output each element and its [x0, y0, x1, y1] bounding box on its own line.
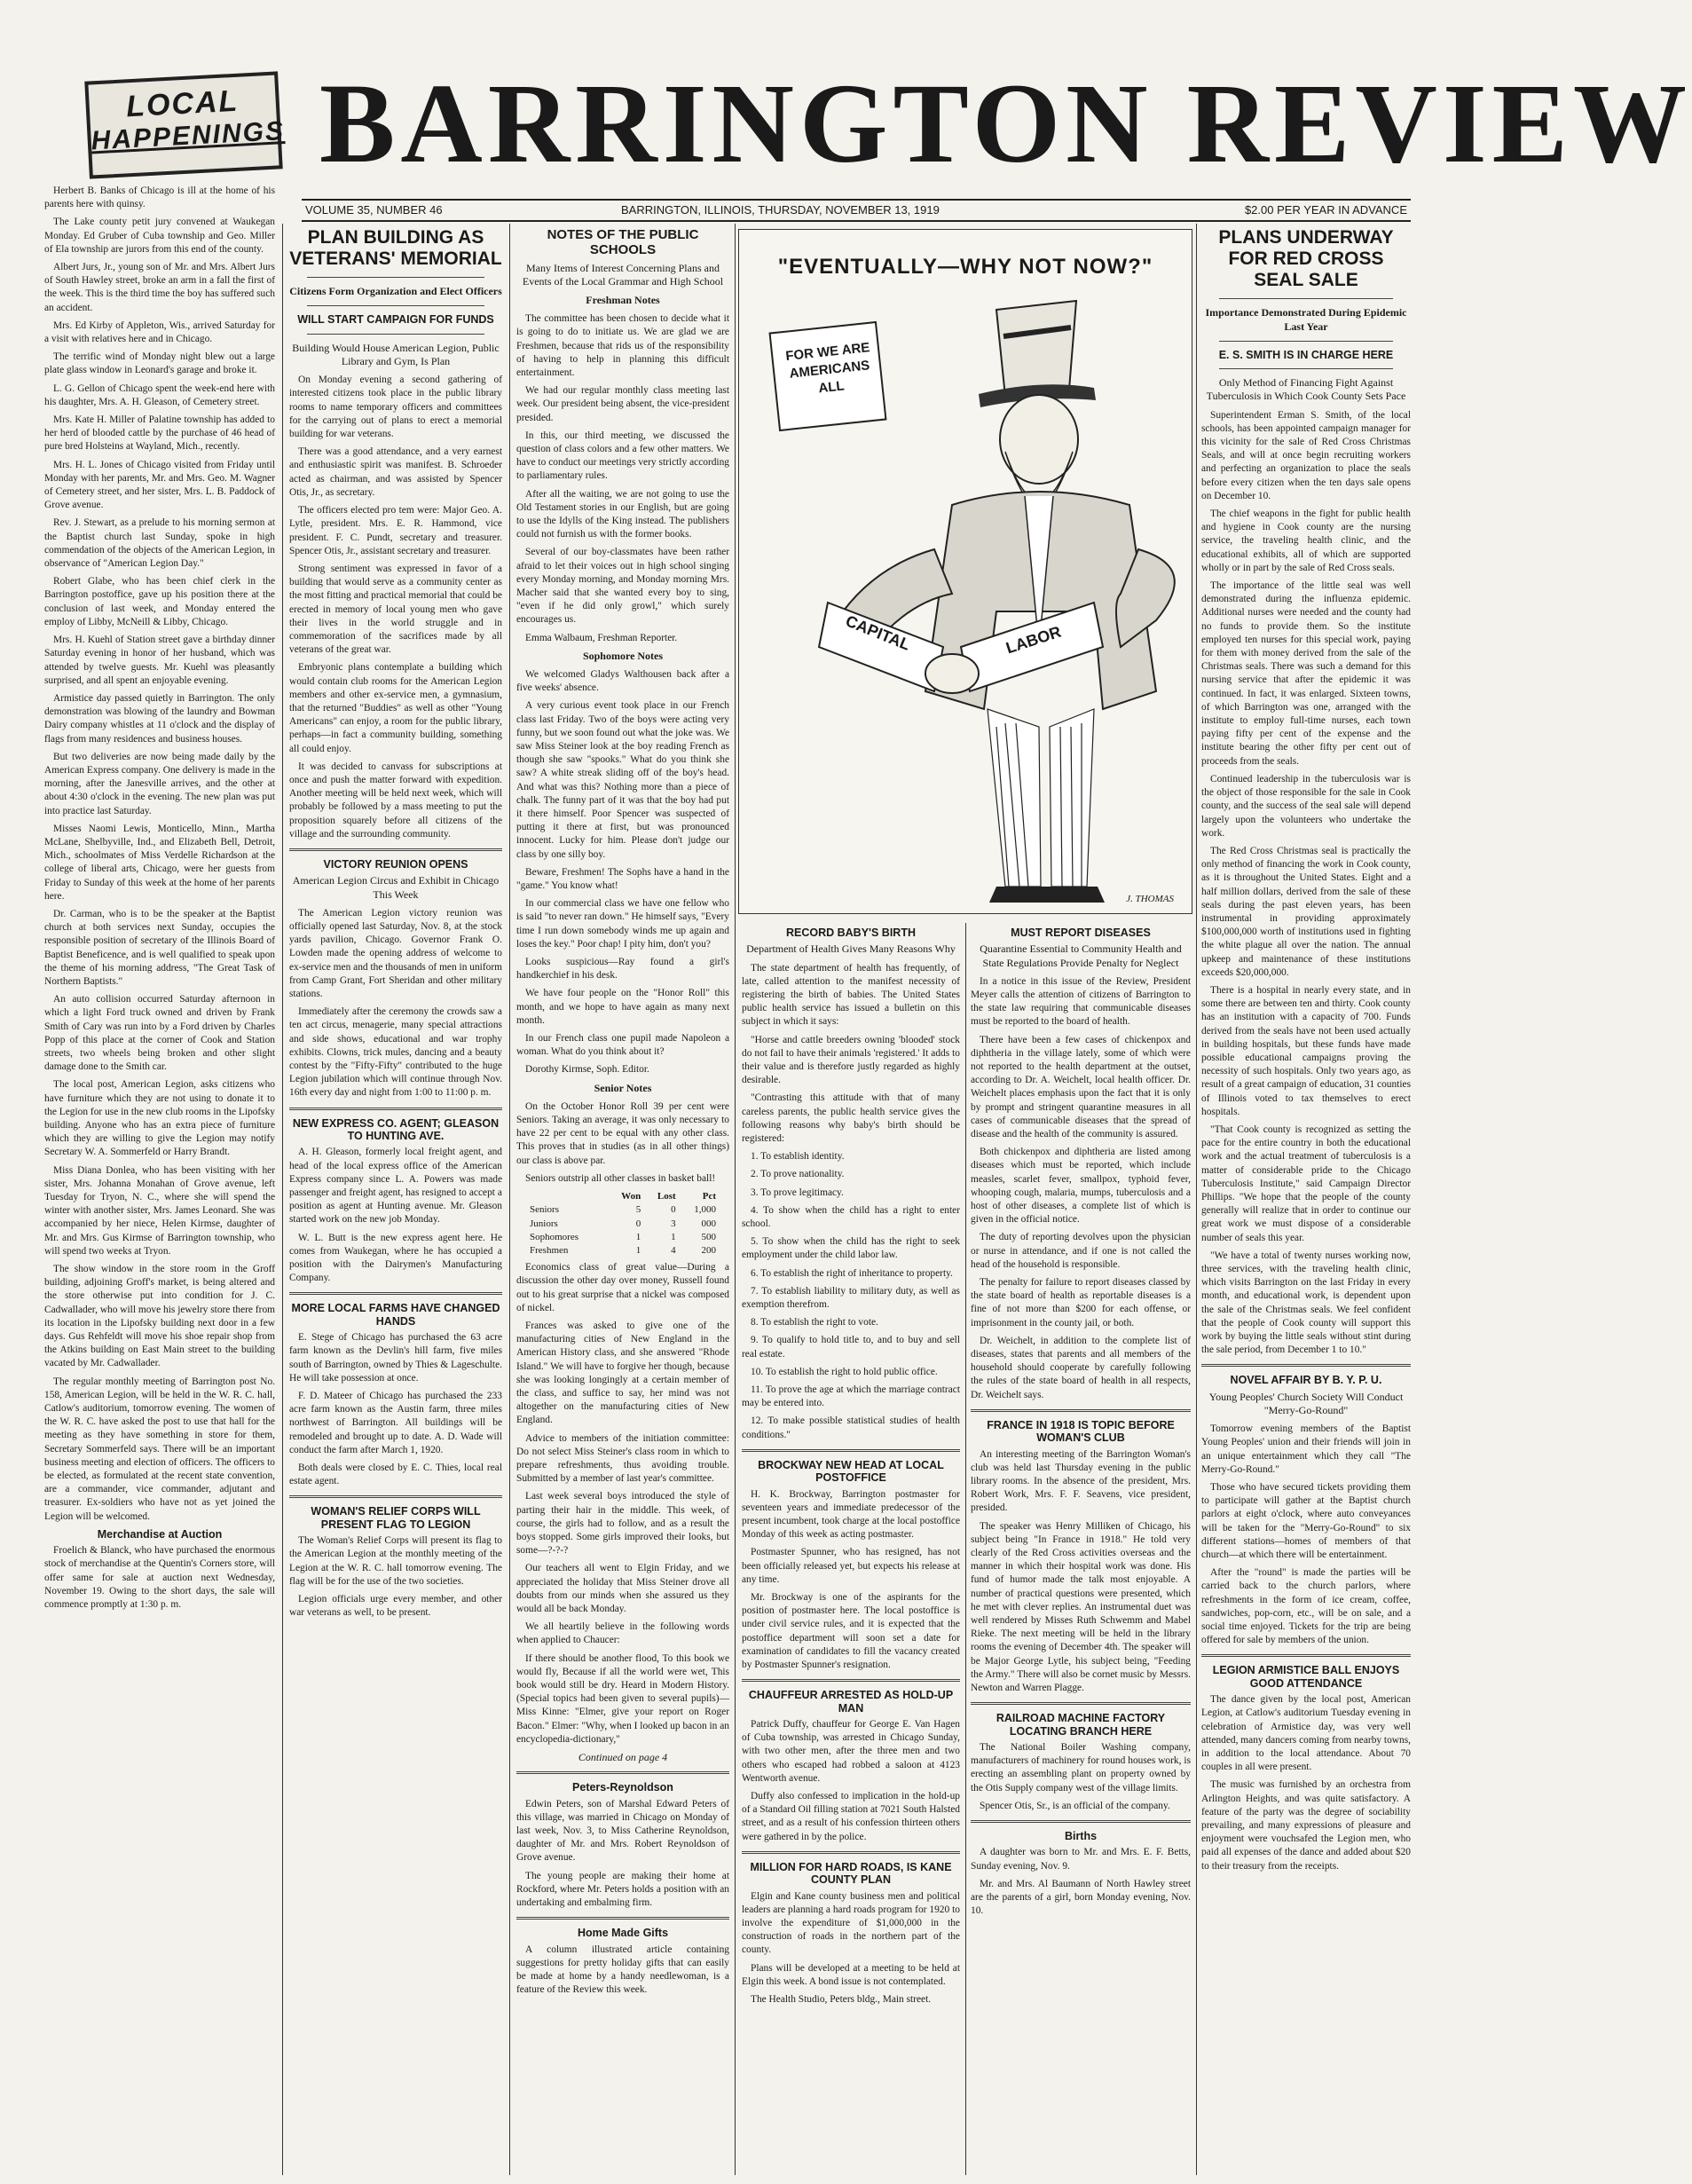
relief-corps-heading: WOMAN'S RELIEF CORPS WILL PRESENT FLAG TO LEGION: [311, 1505, 481, 1531]
armistice-ball-body: [1201, 1693, 1411, 1873]
baby-birth-body: [742, 962, 960, 1442]
paragraph: 7. To establish liability to military duty, as well as exemption therefrom.: [742, 1285, 960, 1311]
paragraph: Froelich & Blanck, who have purchased the enormous stock of merchandise at the Quentin's Corners store, will offer same for sale at auction next Wednesday, November 19. Owing to the short days, the sale will commence promptly at 1:30 p. m.: [44, 1545, 275, 1611]
paragraph: Advice to members of the initiation committee: Do not select Miss Steiner's class room in which to prepare refreshments, thus avoiding trouble. Submitted by a member of last year's committee.: [516, 1432, 729, 1485]
table-cell: 200: [701, 1244, 716, 1256]
paragraph: Frances was asked to give one of the manufacturing cities of New England in the American History class, and she answered "Rhode Island." We will have to forgive her though, because she was looking longingly at a certain member of the class, and suffice to say, her mind was not altogether on the manufacturing cities of New England.: [516, 1320, 729, 1426]
paragraph: The music was furnished by an orchestra from Arlington Heights, and was quite satisfactory. A feature of the party was the degree of sociability prevailing, and many expressions of pleasure and enjoyment were vouchsafed the Legion men, who paid all expenses of the dance and added about $20 to their treasury from the receipts.: [1201, 1779, 1411, 1872]
table-cell: Sophomores: [530, 1231, 578, 1242]
paragraph: 4. To show when the child has a right to enter school.: [742, 1204, 960, 1230]
paragraph: Economics class of great value—During a discussion the other day over money, Russell found out to his great surprise that a nickel was composed of nickel.: [516, 1262, 729, 1313]
cartoon-label-labor: LABOR: [1003, 622, 1064, 658]
paragraph: In our commercial class we have one fellow who is said "to never ran down." He himself says, "Every time I run down somebody winds me up again and loses the key." Poor chap! I pity him, don't you?: [516, 898, 729, 950]
diseases-heading: MUST REPORT DISEASES: [1011, 926, 1151, 939]
paragraph: The importance of the little seal was well demonstrated during the influenza epidemic. Additional nurses were needed and the county had no funds to provide them. So the institute employed ten nurses for this special work, paying for them with money derived from the sale of the Christmas seals. There was such a demand for this nursing service that after the epidemic it was continued. In fact, it was enlarged. Sixteen towns, of which Barrington was one, arranged with the institute to employ full-time nurses, each town paying fifty per cent of the expense and the institute bearing the other fifty per cent out of proceeds from the seals.: [1201, 580, 1411, 767]
school-notes-body-cont: [516, 1261, 729, 1746]
postoffice-heading: BROCKWAY NEW HEAD AT LOCAL POSTOFFICE: [758, 1458, 944, 1485]
column-rule: [735, 224, 736, 2175]
births-body: [971, 1846, 1191, 1918]
continued-note: Continued on page 4: [578, 1751, 668, 1764]
memorial-body: [289, 374, 502, 841]
womans-club-heading: FRANCE IN 1918 IS TOPIC BEFORE WOMAN'S CLUB: [987, 1418, 1175, 1445]
chauffeur-heading: CHAUFFEUR ARRESTED AS HOLD-UP MAN: [748, 1689, 954, 1715]
paragraph: L. G. Gellon of Chicago spent the week-end here with his daughter, Mrs. A. H. Gleason, of Cemetery street.: [44, 382, 275, 407]
paragraph: The terrific wind of Monday night blew out a large plate glass window in Leonard's garage and broke it.: [44, 351, 275, 376]
paragraph: Both deals were closed by E. C. Thies, local real estate agent.: [289, 1462, 502, 1487]
paragraph: Rev. J. Stewart, as a prelude to his morning sermon at the Baptist church last Sunday, spoke in high commendation of the objects of the American Legion, in observance of "American Legion Day.": [44, 517, 275, 570]
paragraph: Mrs. Ed Kirby of Appleton, Wis., arrived Saturday for a visit with relatives here and in Chicago.: [44, 319, 275, 345]
column-rule: [282, 224, 283, 2175]
paragraph: Mr. and Mrs. Al Baumann of North Hawley street are the parents of a girl, born Monday evening, Nov. 10.: [971, 1878, 1191, 1917]
wedding-heading: Peters-Reynoldson: [572, 1781, 673, 1794]
table-cell: 1: [635, 1231, 641, 1242]
red-cross-subhead: Importance Demonstrated During Epidemic Last Year: [1205, 306, 1407, 333]
paragraph: The chief weapons in the fight for public health and hygiene in Cook county are the nursing service, the traveling health clinic, and the educational exhibits, all of which are supported wholly or in part by the sale of Red Cross seals.: [1201, 509, 1411, 573]
paragraph: There was a good attendance, and a very earnest and enthusiastic spirit was manifest. B. Schroeder acted as chairman, and was assisted by Spencer Otis, Jr., as secretary.: [289, 446, 502, 498]
paragraph: W. L. Butt is the new express agent here. He comes from Waukegan, where he has occupied a position with the Dairymen's Manufacturing Company.: [289, 1232, 502, 1284]
bypu-body: [1201, 1423, 1411, 1647]
paragraph: Legion officials urge every member, and other war veterans as well, to be present.: [289, 1593, 502, 1619]
table-cell: 1,000: [694, 1204, 716, 1216]
paragraph: The committee has been chosen to decide what it is going to do to initiate us. We are glad we are Freshmen, because that rids us of the responsibility of having to help in planning this difficult entertainment.: [516, 313, 729, 378]
paragraph: Our teachers all went to Elgin Friday, and we appreciated the holiday that Miss Steiner drove all doubts from our minds when she assured us they would all be back Monday.: [516, 1563, 729, 1614]
bypu-heading: NOVEL AFFAIR BY B. Y. P. U.: [1230, 1374, 1382, 1387]
cartoon-caption: "EVENTUALLY—WHY NOT NOW?": [777, 255, 1153, 279]
paragraph: Armistice day passed quietly in Barrington. The only demonstration was blowing of the laundry and Bowman Dairy company whistles at 11 o'clock and the display of flags from many residences and business houses.: [44, 692, 275, 745]
auction-items: [44, 1544, 275, 1612]
school-notes-subhead: Many Items of Interest Concerning Plans and Events of the Local Grammar and High School: [522, 261, 724, 288]
paragraph: The officers elected pro tem were: Major Geo. A. Lytle, president. Mrs. E. R. Hammond, vice president. F. C. Pundt, secretary and treasurer. Spencer Otis, Jr., assistant secretary and treasurer.: [289, 505, 502, 556]
diseases-body: [971, 975, 1191, 1402]
hard-roads-body: [742, 1890, 960, 1989]
paragraph: Tomorrow evening members of the Baptist Young Peoples' union and their friends will join in an unique entertainment which they call "The Merry-Go-Round.": [1201, 1423, 1411, 1475]
health-studio-notice: The Health Studio, Peters bldg., Main street.: [751, 1994, 932, 2006]
paragraph: Plans will be developed at a meeting to be held at Elgin this week. A bond issue is not contemplated.: [742, 1962, 960, 1987]
freshman-notes-body: [516, 312, 729, 645]
table-cell: 4: [671, 1244, 676, 1256]
column-rule: [1196, 224, 1197, 2175]
express-agent-heading: NEW EXPRESS CO. AGENT; GLEASON TO HUNTING AVE.: [292, 1116, 500, 1142]
column-rule: [965, 923, 966, 2175]
paragraph: "We have a total of twenty nurses working now, three services, with the traveling health clinic, which visits Barrington on the last Friday in every month, and educational work, is dependent upon the sale of the Christmas seals. We feel confident that the people of Cook county will support this work by buying the little seals without stint during the sale period, from December 1 to 10.": [1201, 1250, 1411, 1356]
editorial-cartoon: [738, 229, 1192, 914]
paragraph: Several of our boy-classmates have been rather afraid to let their voices out in high school singing every Monday morning, and Monday morning Mrs. Macher said that she wanted every boy to sing, "even if he did only growl," which surely encourages us.: [516, 547, 729, 626]
victory-reunion-heading: VICTORY REUNION OPENS: [323, 857, 468, 871]
baby-birth-heading: RECORD BABY'S BIRTH: [785, 926, 917, 939]
paragraph: Last week several boys introduced the style of parting their hair in the middle. This week, of course, the girls had to follow, and as a result the boys stopped. Some girls improved their looks, but some—?-?-?: [516, 1491, 729, 1557]
paragraph: 11. To prove the age at which the marriage contract may be entered into.: [742, 1384, 960, 1409]
cartoon-label-capital: CAPITAL: [843, 611, 913, 654]
paragraph: A. H. Gleason, formerly local freight agent, and head of the local express office of the American Express company since L. A. Powers was made passenger and freight agent, has resigned to accept a position as agent at Hunting avenue. Mr. Gleason started work on the new job Monday.: [289, 1147, 502, 1226]
paragraph: An interesting meeting of the Barrington Woman's club was held last Thursday evening in the public library rooms. In the absence of the president, Mrs. Robert Work, Mrs. F. F. Seavens, vice president, presided.: [971, 1448, 1191, 1514]
table-row: [527, 1231, 719, 1244]
table-cell: 5: [635, 1204, 641, 1216]
paragraph: 3. To prove legitimacy.: [751, 1187, 844, 1198]
paragraph: An auto collision occurred Saturday afternoon in which a light Ford truck owned and driven by Frank Smith of Cary was run into by a Ford driven by Charles Popp of this place at the corner of Cook and Station streets, two wheels being broken and other slight damage done to the Smith car.: [44, 994, 275, 1073]
red-cross-subhead-2: E. S. SMITH IS IN CHARGE HERE: [1218, 348, 1394, 361]
gifts-body: [516, 1944, 729, 1998]
school-notes-headline: NOTES OF THE PUBLIC SCHOOLS: [547, 227, 699, 258]
paragraph: Strong sentiment was expressed in favor of a building that would serve as a community center as the most fitting and practical memorial that could be erected in memory of local young men who gave their lives in the world struggle and in commemoration of the sacrifices made by all veterans of the great war.: [289, 563, 502, 656]
gifts-heading: Home Made Gifts: [577, 1927, 669, 1940]
paragraph: 1. To establish identity.: [751, 1151, 845, 1163]
table-row: [527, 1218, 719, 1231]
paragraph: The American Legion victory reunion was officially opened last Saturday, Nov. 8, at the stock yards pavilion, Chicago. Governor Frank O. Lowden made the opening address of welcome to ex-service men and the thousands of men in uniform from Camp Grant, Fort Sheridan and other military stations.: [289, 907, 502, 999]
paragraph: Mrs. Kate H. Miller of Palatine township has added to her herd of blooded cattle by the purchase of 46 head of pure bred Holsteins at Wayland, Mich., recently.: [44, 414, 275, 453]
paragraph: "Contrasting this attitude with that of many careless parents, the public health service gives the following reasons why baby's birth should be registered:: [742, 1092, 960, 1145]
hard-roads-heading: MILLION FOR HARD ROADS, IS KANE COUNTY PLAN: [750, 1860, 952, 1887]
table-cell: Freshmen: [530, 1244, 569, 1256]
paragraph: Continued leadership in the tuberculosis war is the object of those responsible for the sale in Cook county, and the success of the seal sale will depend largely upon the volunteers who undertake the work.: [1201, 773, 1411, 839]
basketball-standings-table: [527, 1190, 719, 1258]
table-cell: 500: [701, 1231, 716, 1242]
table-cell: 1: [635, 1244, 641, 1256]
table-cell: Pct: [702, 1191, 716, 1202]
column-memorial: [289, 224, 502, 2175]
paragraph: We all heartily believe in the following words when applied to Chaucer:: [516, 1621, 729, 1646]
paragraph: After the "round" is made the parties will be carried back to the church parlors, where refreshments in the form of ice cream, coffee, sandwiches, pop-corn, etc., will be on sale, and a social time enjoyed. Tickets for the trip are being offered for sale by members of the union.: [1201, 1567, 1411, 1646]
paragraph: The show window in the store room in the Groff building, adjoining Groff's market, is being altered and the store otherwise put into condition for J. C. Cadwallader, who will move his jewelry store there from its location in the Lipofsky building next door in a few days. Gus Rehfeldt will move his shoe repair shop from the Atkins building on East Main street to the building vacated by Mr. Cadwallader.: [44, 1264, 275, 1369]
column-local-happenings: [44, 185, 275, 2175]
paragraph: The speaker was Henry Milliken of Chicago, his subject being "In France in 1918." He told very clearly of the Red Cross activities overseas and the manner in which their hospital work was done. His fund of humor made the talk most enjoyable. A number of practical questions were presented, which he met with clever replies. An instrumental duet was well rendered by Misses Ruth Schwemm and Mabel Rieke. The next meeting will be held in the library rooms the evening of December 4th. The speaker will be Major George Lytle, his subject being, "Feeding the Army." There will also be cornet music by Messrs. Newton and Warren Plagge.: [971, 1520, 1191, 1694]
memorial-subhead-2: WILL START CAMPAIGN FOR FUNDS: [297, 313, 494, 327]
table-cell: Won: [621, 1191, 641, 1202]
paragraph: 10. To establish the right to hold public office.: [751, 1366, 938, 1377]
column-red-cross: [1201, 224, 1411, 2175]
paragraph: Mrs. H. Kuehl of Station street gave a birthday dinner Saturday evening in honor of her husband, which was attended by twelve guests. Mr. Kuehl was pleasantly surprised, and all spent an enjoyable evening.: [44, 635, 275, 686]
paragraph: The regular monthly meeting of Barrington post No. 158, American Legion, will be held in the W. R. C. hall, Catlow's auditorium, tomorrow evening. The women of the W. R. C. have asked the post to use that hall for the meeting as they have something in store for them, Secretary Sommerfeld says. There will be an important business meeting and election of officers. The officers to be elected, as formulated at the recent state convention, are a commander, vice commander, adjutant and treasurer. Ex-soldiers who have not as yet joined the Legion will be welcomed.: [44, 1376, 275, 1522]
paragraph: Herbert B. Banks of Chicago is ill at the home of his parents here with quinsy.: [44, 185, 275, 210]
paragraph: Duffy also confessed to implication in the hold-up of a Standard Oil filling station at 7021 South Halsted street, and as a result of his confession thirteen others were gathered in by the police.: [742, 1791, 960, 1842]
paragraph: The young people are making their home at Rockford, where Mr. Peters holds a position with an undertaking and embalming firm.: [516, 1870, 729, 1909]
logo-line1: LOCAL: [125, 83, 240, 124]
paragraph: On the October Honor Roll 39 per cent were Seniors. Taking an average, it was only necessary to have 22 per cent to be equal with any other class. This proves that in studies (as in all other things) our class is above par.: [516, 1100, 729, 1166]
victory-reunion-body: [289, 907, 502, 1100]
column-health-news: [742, 923, 960, 2175]
paragraph: On Monday evening a second gathering of interested citizens took place in the public library rooms to name temporary officers and committees for the carrying out of plans to erect a memorial building for war veterans.: [289, 375, 502, 440]
paragraph: In our French class one pupil made Napoleon a woman. What do you think about it?: [516, 1033, 729, 1058]
local-items: [44, 185, 275, 1524]
relief-corps-body: [289, 1534, 502, 1620]
freshman-notes-kicker: Freshman Notes: [586, 293, 660, 306]
memorial-subhead: Citizens Form Organization and Elect Officers: [289, 285, 502, 298]
sophomore-notes-kicker: Sophomore Notes: [582, 649, 664, 662]
paragraph: Emma Walbaum, Freshman Reporter.: [525, 632, 678, 643]
paragraph: Robert Glabe, who has been chief clerk in the Barrington postoffice, gave up his position there at the conclusion of last week, and Monday entered the employ of Libby, McNeill & Libby, Chicago.: [44, 576, 275, 627]
paragraph: Mrs. H. L. Jones of Chicago visited from Friday until Monday with her parents, Mr. and Mrs. Geo. M. Wagner of Cemetery street, and her sister, Mrs. L. B. Paddock of Grove avenue.: [44, 459, 275, 511]
paragraph: The duty of reporting devolves upon the physician or nurse in attendance, and if one is not called the head of the household is responsible.: [971, 1232, 1191, 1270]
paragraph: We have four people on the "Honor Roll" this month, and we hope to have again as many next month.: [516, 988, 729, 1026]
table-header-row: [527, 1190, 719, 1203]
senior-notes-kicker: Senior Notes: [594, 1081, 652, 1094]
wedding-body: [516, 1798, 729, 1911]
paragraph: 5. To show when the child has the right to seek employment under the child labor law.: [742, 1236, 960, 1261]
paragraph: A daughter was born to Mr. and Mrs. E. F. Betts, Sunday evening, Nov. 9.: [971, 1847, 1191, 1872]
farms-heading: MORE LOCAL FARMS HAVE CHANGED HANDS: [291, 1302, 500, 1328]
paragraph: Dorothy Kirmse, Soph. Editor.: [525, 1064, 649, 1076]
armistice-ball-heading: LEGION ARMISTICE BALL ENJOYS GOOD ATTENDANCE: [1212, 1664, 1400, 1690]
paragraph: But two deliveries are now being made daily by the American Express company. One delivery is made in the morning, after the Janesville arrives, and the other at about 4:30 o'clock in the evening. The new plan was put into practice last Saturday.: [44, 751, 275, 816]
table-cell: [527, 1190, 607, 1203]
table-cell: 0: [671, 1204, 676, 1216]
paragraph: 6. To establish the right of inheritance to property.: [751, 1267, 953, 1279]
table-cell: Lost: [657, 1191, 676, 1202]
paragraph: Mr. Brockway is one of the aspirants for the position of postmaster here. The local postoffice is under civil service rules, and it is expected that the postoffice department will soon set a date for examination of candidates to fill the vacancy created by Postmaster Spunner's resignation.: [742, 1592, 960, 1671]
local-happenings-logo: [84, 71, 286, 178]
paragraph: 2. To prove nationality.: [751, 1169, 845, 1180]
table-cell: 3: [671, 1218, 676, 1229]
table-cell: Juniors: [530, 1218, 558, 1229]
paragraph: The local post, American Legion, asks citizens who have furniture which they are not using to donate it to the Legion for use in the new club rooms in the Lipofsky building. Anyone who has an extra piece of furniture which they are willing to give the Legion may notify Secretary W. A. Sommerfeld or Harry Brandt.: [44, 1079, 275, 1158]
table-row: [527, 1203, 719, 1217]
paragraph: "That Cook county is recognized as setting the pace for the entire country in both the educational work and the actual treatment of tuberculosis is a matter of considerable pride to the Chicago Tuberculosis Institute," said Campaign Director Phillips. "We hope that the people of the county generally will realize that in order to continue our great work we must dispose of a considerable number of seals this year.: [1201, 1124, 1411, 1243]
paragraph: In a notice in this issue of the Review, President Meyer calls the attention of citizens of Barrington to the state law requiring that communicable diseases must be reported to the board of health.: [971, 975, 1191, 1028]
paragraph: Both chickenpox and diphtheria are listed among diseases which must be reported, which include measles, scarlet fever, smallpox, typhoid fever, whooping cough, malaria, mumps, tuberculosis and a host of other diseases, a complete list of which is given in the official notice.: [971, 1147, 1191, 1226]
paragraph: Beware, Freshmen! The Sophs have a hand in the "game." You know what!: [516, 866, 729, 892]
paragraph: Edwin Peters, son of Marshal Edward Peters of this village, was married in Chicago on Monday of last week, Nov. 3, to Miss Catherine Reynoldson, daughter of Mr. and Mrs. Robert Reynoldson of Grove avenue.: [516, 1798, 729, 1864]
sophomore-notes-body: [516, 668, 729, 1077]
paragraph: Patrick Duffy, chauffeur for George E. Van Hagen of Cuba township, was arrested in Chicago Sunday, with two other men, after the three men and two others who escaped had robbed a saloon at 4123 Wentworth avenue.: [742, 1719, 960, 1784]
table-cell: 000: [701, 1218, 716, 1229]
paragraph: Embryonic plans contemplate a building which would contain club rooms for the American Legion members and other ex-service men, a gymnasium, that the returned "Buddies" as well as other "Young Americans" can enjoy, a room for the public library, perhaps—in fact a community building, something all could enjoy.: [289, 662, 502, 754]
logo-line2: HAPPENINGS: [90, 116, 286, 156]
red-cross-subhead-3: Only Method of Financing Fight Against Tuberculosis in Which Cook County Sets Pace: [1206, 376, 1406, 403]
farms-body: [289, 1331, 502, 1488]
victory-reunion-subhead: American Legion Circus and Exhibit in Chicago This Week: [292, 874, 500, 901]
auction-heading: Merchandise at Auction: [97, 1527, 223, 1541]
paragraph: In this, our third meeting, we discussed the question of class colors and a few other matters. We have to conduct our meetings very strictly according to parliamentary rules.: [516, 430, 729, 482]
paragraph: The Lake county petit jury convened at Waukegan Monday. Ed Gruber of Cuba township and Geo. Miller of Ela township are jurors from this end of the county.: [44, 217, 275, 255]
paragraph: "Horse and cattle breeders owning 'blooded' stock do not fail to have their animals 'registered.' It adds to their value and is therefore justly regarded as highly desirable.: [742, 1034, 960, 1086]
volume-number: VOLUME 35, NUMBER 46: [305, 203, 443, 217]
paragraph: 12. To make possible statistical studies of health conditions.": [742, 1415, 960, 1440]
paragraph: Albert Jurs, Jr., young son of Mr. and Mrs. Albert Jurs of South Hawley street, broke an arm in a fall the first of the week. This is the third time the boy has suffered such an accident.: [44, 262, 275, 313]
paragraph: 9. To qualify to hold title to, and to buy and sell real estate.: [742, 1335, 960, 1360]
paragraph: Dr. Carman, who is to be the speaker at the Baptist church at both services next Sunday, occupies the responsible position of secretary of the Illinois Board of Baptist Beneficence, and is well qualified to speak upon the theme of his morning address, "The Great Task of Northern Baptists.": [44, 908, 275, 987]
memorial-headline: PLAN BUILDING AS VETERANS' MEMORIAL: [289, 227, 502, 270]
factory-heading: RAILROAD MACHINE FACTORY LOCATING BRANCH HERE: [996, 1712, 1166, 1738]
paragraph: The National Boiler Washing company, manufacturers of machinery for round houses work, is erecting an assembling plant on property owned by the Otis Supply company west of the village limits.: [971, 1742, 1191, 1794]
column-school-notes: [516, 224, 729, 2175]
red-cross-headline: PLANS UNDERWAY FOR RED CROSS SEAL SALE: [1218, 227, 1394, 291]
paragraph: We had our regular monthly class meeting last week. Our president being absent, the vice-president presided.: [516, 385, 729, 423]
paragraph: It was decided to canvass for subscriptions at once and push the matter forward with expedition. Another meeting will be held next week, which will probably be followed by a mass meeting to put the proposition squarely before all citizens of the village and the surrounding community.: [289, 761, 502, 840]
column-rule: [509, 224, 510, 2175]
memorial-subhead-3: Building Would House American Legion, Public Library and Gym, Is Plan: [292, 341, 500, 368]
paragraph: After all the waiting, we are not going to use the Old Testament stories in our English, but are going to use the Idylls of the King instead. The publishers could not furnish us with the former books.: [516, 488, 729, 540]
cartoon-sign: FOR WE ARE AMERICANS ALL: [784, 340, 871, 397]
paragraph: The penalty for failure to report diseases classed by the state board of health as reportable diseases is a fine of not more than $200 for each offense, or imprisonment in the county jail, or both.: [971, 1277, 1191, 1329]
paragraph: Those who have secured tickets providing them to participate will gather at the Baptist church parlors at eight o'clock, where auto conveyances will be taken for the "Merry-Go-Round" to six different stations—homes of members of that church—at which there will be entertainment.: [1201, 1482, 1411, 1561]
paragraph: Immediately after the ceremony the crowds saw a ten act circus, menagerie, many special attractions and side shows, educational and war trophy exhibits. Clowns, trick mules, dancing and a beauty contest by the "Fifty-Fifty" contributed to the huge Legion jubilation which will continue through Nov. 16th every day and night from 1:00 to 11:00 p. m.: [289, 1006, 502, 1099]
paragraph: 8. To establish the right to vote.: [751, 1317, 878, 1329]
uncle-sam-illustration: [739, 230, 1192, 913]
table-cell: 1: [671, 1231, 676, 1242]
dateline-bar: [302, 199, 1411, 222]
paragraph: H. K. Brockway, Barrington postmaster for seventeen years and immediate predecessor of the present incumbent, took charge at the local postoffice Monday of this week as acting postmaster.: [742, 1488, 960, 1541]
senior-notes-body: [516, 1100, 729, 1186]
table-cell: Seniors: [530, 1204, 559, 1216]
paragraph: Superintendent Erman S. Smith, of the local schools, has been appointed campaign manager for this vicinity for the sale of Red Cross Christmas Seals, and will at once begin recruiting workers and perfecting an organization to place the seals before every citizen when the ten days sale opens on December 10.: [1201, 409, 1411, 501]
red-cross-body: [1201, 409, 1411, 1358]
paragraph: There is a hospital in nearly every state, and in some there are between ten and thirty. Cook county has an institution with a capacity of 700. Funds derived from the seals have not been used actually in building hospitals, but these funds have made possible educational campaigns proving the necessity of such hospitals. Only two years ago, as result of a great campaign of education, 31 counties of Illinois voted to tax themselves to erect hospitals.: [1201, 984, 1411, 1117]
births-heading: Births: [1064, 1830, 1098, 1843]
express-agent-body: [289, 1146, 502, 1285]
paragraph: Spencer Otis, Sr., is an official of the company.: [980, 1800, 1170, 1811]
table-cell: 0: [635, 1218, 641, 1229]
postoffice-body: [742, 1488, 960, 1673]
bypu-subhead: Young Peoples' Church Society Will Conduct "Merry-Go-Round": [1208, 1390, 1404, 1416]
place-date: BARRINGTON, ILLINOIS, THURSDAY, NOVEMBER 13, 1919: [621, 203, 940, 217]
paragraph: Misses Naomi Lewis, Monticello, Minn., Martha McLane, Shelbyville, Ind., and Elizabeth Bell, Detroit, Mich., schoolmates of Miss Verdelle Richardson at the college of liberal arts, Chicago, were her guests from Friday to Sunday of this week at the home of her parents here.: [44, 823, 275, 902]
paragraph: The Woman's Relief Corps will present its flag to the American Legion at the monthly meeting of the Legion at the W. R. C. hall tomorrow evening. The flag will be for the use of the two societies.: [289, 1535, 502, 1587]
paragraph: Looks suspicious—Ray found a girl's handkerchief in his desk.: [516, 957, 729, 982]
paragraph: The dance given by the local post, American Legion, at Catlow's auditorium Tuesday evening in celebration of Armistice day, was very well attended, many dancers coming from nearby towns, in addition to the local attendance. About 70 couples in all were present.: [1201, 1694, 1411, 1773]
diseases-subhead: Quarantine Essential to Community Health and State Regulations Provide Penalty for Neglect: [980, 942, 1182, 969]
paragraph: Dr. Weichelt, in addition to the complete list of diseases, states that parents and all members of the household should cooperate by carefully following the rules of the state board of health in all respects, Dr. Weichelt says.: [971, 1335, 1191, 1400]
newspaper-title: BARRINGTON REVIEW: [319, 60, 1692, 186]
paragraph: E. Stege of Chicago has purchased the 63 acre farm known as the Devlin's hill farm, five miles south of Barrington, owned by Thies & Lageschulte. He will take possession at once.: [289, 1332, 502, 1384]
paragraph: There have been a few cases of chickenpox and diphtheria in the village lately, some of which were not reported to the health department at the outset, according to Dr. A. Weichelt, local health officer. Dr. Weichelt places emphasis upon the fact that it is only by prompt and stringent quarantine measures in all cases of communicable diseases that the spread of disease and the health of the community is assured.: [971, 1034, 1191, 1140]
table-row: [527, 1244, 719, 1258]
cartoon-signature: J. THOMAS: [1126, 894, 1174, 904]
chauffeur-body: [742, 1718, 960, 1844]
column-diseases: [971, 923, 1191, 2175]
subscription-price: $2.00 PER YEAR IN ADVANCE: [1244, 203, 1407, 217]
womans-club-body: [971, 1448, 1191, 1696]
paragraph: Elgin and Kane county business men and political leaders are planning a hard roads program for 1920 to involve the expenditure of $1,000,000 in the construction of roads in the northern part of the county.: [742, 1890, 960, 1956]
baby-birth-subhead: Department of Health Gives Many Reasons Why: [746, 942, 956, 956]
paragraph: Miss Diana Donlea, who has been visiting with her sister, Mrs. Johanna Monahan of Grove avenue, left Tuesday for Tryon, N. C., where she will spend the winter with another sister, Mrs. James Leonard. She was accompanied by her niece, Helen Kirmse, daughter of Mr. and Mrs. Gus Kirmse of Barrington township, who will spend two weeks at Tryon.: [44, 1164, 275, 1257]
paragraph: Seniors outstrip all other classes in basket ball!: [525, 1172, 716, 1184]
paragraph: F. D. Mateer of Chicago has purchased the 233 acre farm known as the Austin farm, three miles northwest of Barrington. All buildings will be remodeled and brought up to date. A. D. Wade will conduct the farm after March 1, 1920.: [289, 1390, 502, 1455]
paragraph: The Red Cross Christmas seal is practically the only method of financing the work in Cook county, as it is throughout the United States. Eight and a half million dollars, derived from the sale of these seals during the past eleven years, has been instrumental in providing approximately $100,000,000 worth of institutions used in fighting the white plague all over the nation. The annual upkeep and maintenance of these institutions exceeds $20,000,000.: [1201, 845, 1411, 978]
paragraph: Postmaster Spunner, who has resigned, has not been officially released yet, but expects his release at any time.: [742, 1547, 960, 1585]
paragraph: A column illustrated article containing suggestions for pretty holiday gifts that can easily be made at home by a handy needlewoman, is a feature of the Review this week.: [516, 1944, 729, 1996]
factory-body: [971, 1741, 1191, 1813]
paragraph: We welcomed Gladys Walthousen back after a five weeks' absence.: [516, 668, 729, 694]
paragraph: If there should be another flood, To this book we would fly, Because if all the world were wet, This book would still be dry. Heard in Modern History. (Special topics had been given to several pupils)—Miss Kinne: "Elmer, give your report on Roger Bacon." Elmer: "Why, when I looked up bacon in an encyclopedia-dictionary,": [516, 1652, 729, 1745]
paragraph: The state department of health has frequently, of late, called attention to the manifest necessity of registering the birth of babies. The United States public health service has issued a bulletin on this subject in which it says:: [742, 962, 960, 1028]
paragraph: A very curious event took place in our French class last Friday. Two of the boys were acting very funny, but we soon found out what the joke was. We saw Miss Steiner look at the boy reading French as though she saw "spooks." What do you think she saw? A white streak sliding off of the boy's head. And what was this? Nothing more than a piece of chalk. The funny part of it was that the boy had put it there himself. Poor Spencer was suspected of putting it there at first, but was pronounced innocent. Lucky for him. Please don't judge our class by one silly boy.: [516, 700, 729, 860]
